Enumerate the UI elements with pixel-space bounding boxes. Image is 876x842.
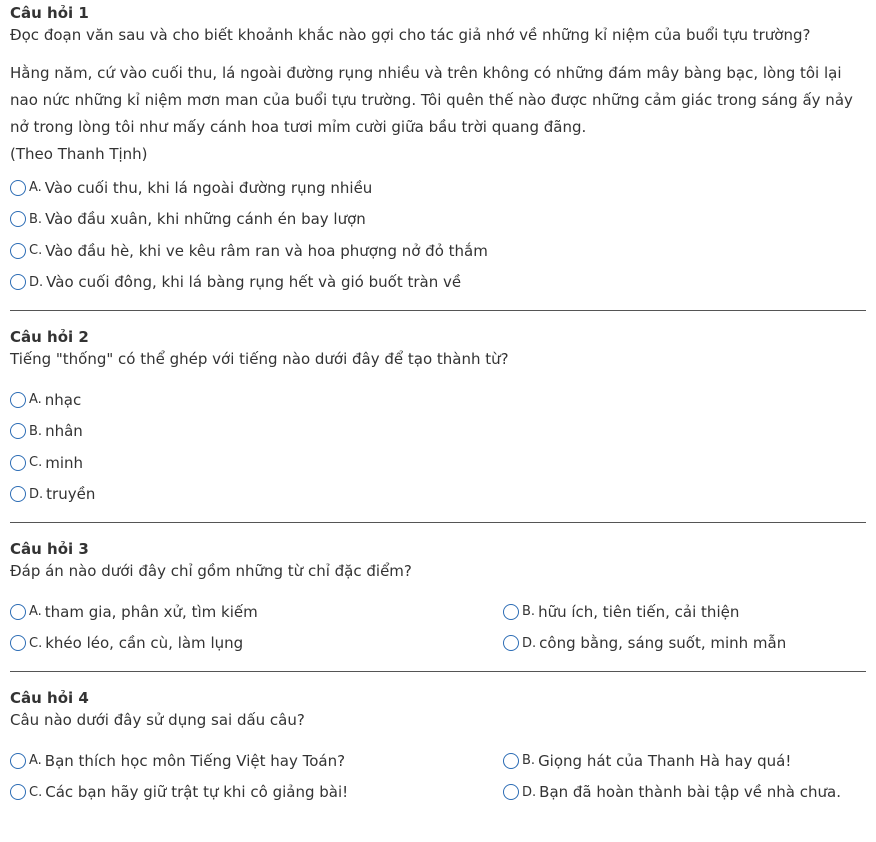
question-title: Câu hỏi 2 (10, 328, 89, 346)
option-text: nhân (45, 422, 83, 441)
option-letter: C. (29, 455, 43, 471)
question-divider (10, 522, 866, 523)
answer-option-d[interactable] (503, 777, 866, 809)
option-text: tham gia, phân xử, tìm kiếm (44, 602, 258, 621)
answer-option-d[interactable] (10, 479, 866, 511)
option-text: khéo léo, cần cù, làm lụng (45, 634, 244, 653)
option-letter: C. (29, 243, 43, 259)
answer-option-a[interactable] (10, 172, 866, 204)
option-text: hữu ích, tiên tiến, cải thiện (538, 602, 740, 621)
question-title: Câu hỏi 1 (10, 4, 89, 22)
answer-option-c[interactable] (10, 777, 503, 809)
option-letter: C. (29, 784, 43, 800)
option-letter: B. (29, 423, 43, 439)
radio-icon[interactable] (10, 423, 26, 439)
option-letter: D. (29, 486, 44, 502)
question-text: Tiếng "thống" có thể ghép với tiếng nào dưới đây để tạo thành từ? (10, 350, 509, 368)
answer-option-c[interactable] (10, 235, 866, 267)
option-letter: A. (29, 753, 42, 769)
question-divider (10, 310, 866, 311)
question-text: Đọc đoạn văn sau và cho biết khoảnh khắc nào gợi cho tác giả nhớ về những kỉ niệm của buổi tựu trường? (10, 26, 811, 44)
reading-passage: Hằng năm, cứ vào cuối thu, lá ngoài đường rụng nhiều và trên không có những đám mây bàng bạc, lòng tôi lại nao nức những kỉ niệm mơn man của buổi tựu trường. Tôi quên thế nào được những cảm giác trong sáng ấy nảy nở trong lòng tôi như mấy cánh hoa tươi mỉm cười giữa bầu trời quang đãng. (10, 64, 853, 136)
answer-options (10, 384, 866, 510)
answer-option-b[interactable] (503, 745, 866, 777)
option-text: Giọng hát của Thanh Hà hay quá! (538, 751, 792, 770)
option-text: nhạc (44, 390, 82, 409)
radio-icon[interactable] (10, 604, 26, 620)
option-text: Các bạn hãy giữ trật tự khi cô giảng bài! (45, 783, 349, 802)
radio-icon[interactable] (503, 635, 519, 651)
option-letter: B. (522, 753, 536, 769)
option-text: minh (45, 453, 84, 472)
option-letter: D. (522, 635, 537, 651)
answer-option-a[interactable] (10, 596, 503, 628)
option-letter: C. (29, 635, 43, 651)
radio-icon[interactable] (10, 180, 26, 196)
answer-option-b[interactable] (10, 416, 866, 448)
radio-icon[interactable] (10, 392, 26, 408)
radio-icon[interactable] (10, 753, 26, 769)
answer-option-c[interactable] (10, 447, 866, 479)
question-title: Câu hỏi 4 (10, 689, 89, 707)
radio-icon[interactable] (10, 635, 26, 651)
option-letter: A. (29, 180, 42, 196)
option-letter: B. (29, 211, 43, 227)
option-text: Bạn thích học môn Tiếng Việt hay Toán? (44, 751, 346, 770)
answer-option-a[interactable] (10, 384, 866, 416)
option-letter: A. (29, 604, 42, 620)
answer-option-b[interactable] (10, 204, 866, 236)
radio-icon[interactable] (10, 455, 26, 471)
option-text: truyền (46, 485, 96, 504)
answer-option-d[interactable] (10, 267, 866, 299)
radio-icon[interactable] (503, 784, 519, 800)
question-3 (10, 536, 866, 659)
radio-icon[interactable] (10, 784, 26, 800)
option-text: Vào đầu hè, khi ve kêu râm ran và hoa phượng nở đỏ thắm (45, 241, 488, 260)
radio-icon[interactable] (10, 486, 26, 502)
question-2 (10, 324, 866, 510)
option-letter: D. (29, 274, 44, 290)
radio-icon[interactable] (10, 211, 26, 227)
radio-icon[interactable] (503, 604, 519, 620)
option-text: Bạn đã hoàn thành bài tập về nhà chưa. (539, 783, 841, 802)
answer-option-c[interactable] (10, 628, 503, 660)
answer-options (10, 596, 866, 659)
radio-icon[interactable] (503, 753, 519, 769)
question-divider (10, 671, 866, 672)
answer-options (10, 745, 866, 808)
option-text: công bằng, sáng suốt, minh mẫn (539, 634, 787, 653)
radio-icon[interactable] (10, 243, 26, 259)
option-text: Vào đầu xuân, khi những cánh én bay lượn (45, 210, 366, 229)
answer-options (10, 172, 866, 298)
answer-option-b[interactable] (503, 596, 866, 628)
radio-icon[interactable] (10, 274, 26, 290)
option-letter: D. (522, 784, 537, 800)
question-text: Đáp án nào dưới đây chỉ gồm những từ chỉ đặc điểm? (10, 562, 412, 580)
question-title: Câu hỏi 3 (10, 540, 89, 558)
option-letter: A. (29, 392, 42, 408)
question-4 (10, 685, 866, 808)
option-text: Vào cuối thu, khi lá ngoài đường rụng nhiều (44, 178, 373, 197)
passage-source: (Theo Thanh Tịnh) (10, 145, 148, 163)
question-text: Câu nào dưới đây sử dụng sai dấu câu? (10, 711, 305, 729)
answer-option-d[interactable] (503, 628, 866, 660)
option-letter: B. (522, 604, 536, 620)
option-text: Vào cuối đông, khi lá bàng rụng hết và gió buốt tràn về (46, 273, 462, 292)
answer-option-a[interactable] (10, 745, 503, 777)
question-1 (10, 0, 866, 298)
